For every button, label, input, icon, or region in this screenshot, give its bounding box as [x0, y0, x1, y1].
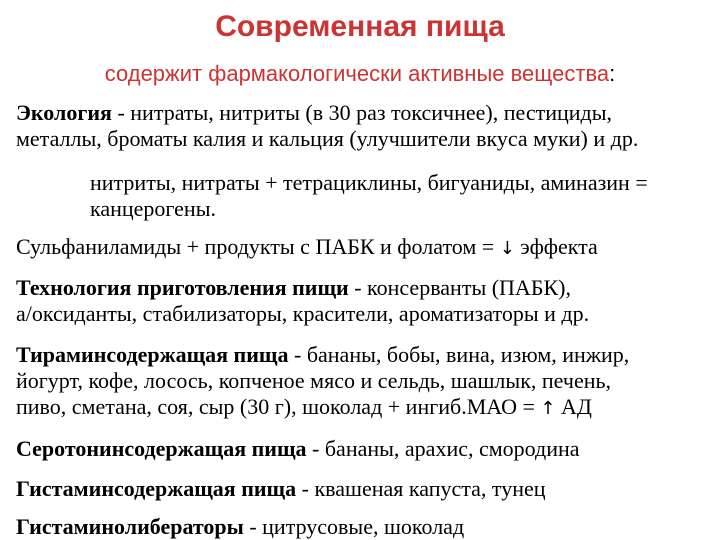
technology-paragraph: [16, 275, 716, 327]
carcinogens-line-2: канцерогены.: [90, 196, 216, 221]
histamine-liberators-paragraph: [16, 514, 716, 540]
histamine-liberators-text: цитрусовые, шоколад: [262, 514, 465, 539]
carcinogens-line-1: нитриты, нитраты + тетрациклины, бигуаниды, аминазин =: [90, 170, 648, 195]
serotonin-line: [16, 436, 716, 462]
ecology-separator: -: [111, 100, 131, 125]
sulfonamides-line: [16, 234, 716, 262]
tyramine-line-3: [16, 394, 716, 422]
page-title: Современная пища: [215, 10, 505, 43]
page-subtitle: [0, 60, 720, 88]
serotonin-separator: -: [306, 436, 325, 461]
tyramine-term: Тираминсодержащая пища: [16, 342, 289, 367]
histamine-paragraph: [16, 476, 716, 502]
technology-text-1: консерванты (ПАБК),: [367, 275, 571, 300]
sulfonamides-effect: эффекта: [514, 234, 598, 259]
tyramine-text-3: пиво, сметана, соя, сыр (30 г), шоколад + ингиб.МАО =: [16, 394, 541, 419]
technology-term: Технология приготовления пищи: [16, 275, 349, 300]
tyramine-bp: АД: [555, 394, 592, 419]
histamine-text: квашеная капуста, тунец: [314, 476, 546, 501]
histamine-liberators-term: Гистаминолибераторы: [16, 514, 244, 539]
sulfonamides-paragraph: [16, 234, 716, 262]
technology-line-2: а/оксиданты, стабилизаторы, красители, ароматизаторы и др.: [16, 301, 590, 326]
histamine-term: Гистаминсодержащая пища: [16, 476, 297, 501]
serotonin-term: Серотонинсодержащая пища: [16, 436, 307, 461]
sulfonamides-text: Сульфаниламиды + продукты с ПАБК и фолатом =: [16, 234, 500, 259]
tyramine-separator: -: [288, 342, 307, 367]
tyramine-line-1: [16, 342, 716, 368]
technology-separator: -: [348, 275, 368, 300]
serotonin-paragraph: [16, 436, 716, 462]
tyramine-paragraph: [16, 342, 716, 422]
tyramine-text-1: бананы, бобы, вина, изюм, инжир,: [306, 342, 630, 367]
arrow-down-icon: ↓: [499, 238, 515, 259]
serotonin-text: бананы, арахис, смородина: [324, 436, 580, 461]
histamine-separator: -: [296, 476, 315, 501]
histamine-liberators-line: [16, 514, 716, 540]
subtitle-text: содержит фармакологически активные вещества: [104, 61, 610, 86]
subtitle-colon: :: [609, 61, 616, 86]
tyramine-line-2: йогурт, кофе, лосось, копченое мясо и сельдь, шашлык, печень,: [16, 368, 612, 393]
carcinogens-paragraph: [90, 170, 710, 222]
technology-line-1: [16, 275, 716, 301]
ecology-line-1: [16, 100, 716, 126]
ecology-line-2: металлы, броматы калия и кальция (улучшители вкуса муки) и др.: [16, 126, 639, 151]
arrow-up-icon: ↑: [540, 398, 556, 419]
histamine-line: [16, 476, 716, 502]
ecology-text-1: нитраты, нитриты (в 30 раз токсичнее), пестициды,: [130, 100, 613, 125]
histamine-liberators-separator: -: [243, 514, 263, 539]
ecology-paragraph: [16, 100, 716, 152]
ecology-term: Экология: [16, 100, 112, 125]
